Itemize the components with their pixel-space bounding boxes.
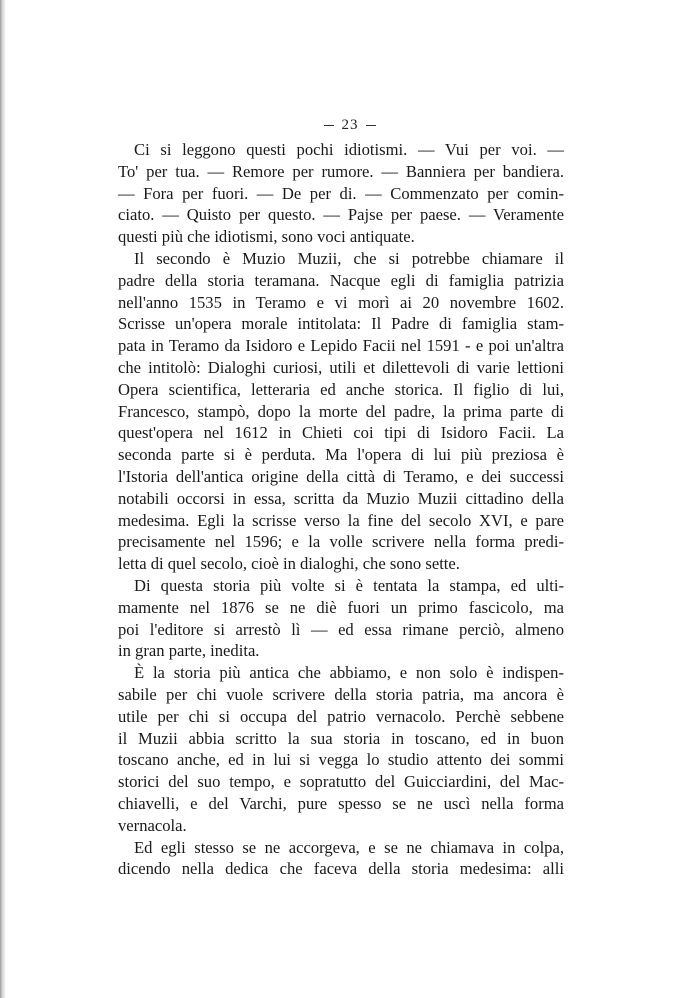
text-line: To' per tua. — Remore per rumore. — Banniera per bandiera.	[118, 161, 564, 181]
text-line: Scrisse un'opera morale intitolata: Il Padre di famiglia stam-	[118, 314, 564, 334]
text-line: letta di quel secolo, cioè in dialoghi, che sono sette.	[118, 554, 460, 574]
text-line: medesima. Egli la scrisse verso la fine del secolo XVI, e pare	[118, 510, 564, 530]
paragraph	[118, 837, 564, 881]
scan-page-edge	[0, 0, 6, 998]
text-line: in gran parte, inedita.	[118, 641, 260, 661]
text-line: l'Istoria dell'antica origine della città di Teramo, e dei successi	[118, 466, 564, 486]
text-line: precisamente nel 1596; e la volle scrivere nella forma predi-	[118, 532, 564, 552]
text-line: toscano anche, ed in lui si vegga lo studio attento dei sommi	[118, 750, 564, 770]
text-line: quest'opera nel 1612 in Chieti coi tipi di Isidoro Facii. La	[118, 423, 564, 443]
text-line: Francesco, stampò, dopo la morte del padre, la prima parte di	[118, 401, 564, 421]
text-line: storici del suo tempo, e sopratutto del Guicciardini, del Mac-	[118, 772, 564, 792]
text-line: Di questa storia più volte si è tentata la stampa, ed ulti-	[134, 575, 564, 595]
text-line: Ci si leggono questi pochi idiotismi. — Vui per voi. —	[134, 140, 564, 159]
paragraph	[118, 575, 564, 662]
page-number-dash-left	[324, 125, 334, 126]
paragraph	[118, 248, 564, 575]
text-line: chiavelli, e del Varchi, pure spesso se ne uscì nella forma	[118, 793, 564, 813]
text-line: utile per chi si occupa del patrio vernacolo. Perchè sebbene	[118, 706, 564, 726]
text-line: È la storia più antica che abbiamo, e non solo è indispen-	[134, 663, 564, 683]
text-line: Il secondo è Muzio Muzii, che si potrebbe chiamare il	[134, 248, 564, 268]
text-line: dicendo nella dedica che faceva della storia medesima: alli	[118, 859, 564, 879]
text-line: vernacola.	[118, 815, 187, 835]
paragraph	[118, 662, 564, 836]
text-line: seconda parte si è perduta. Ma l'opera di lui più preziosa è	[118, 445, 564, 465]
text-line: Opera scientifica, letteraria ed anche storica. Il figlio di lui,	[118, 379, 564, 399]
text-line: il Muzii abbia scritto la sua storia in toscano, ed in buon	[118, 728, 564, 748]
text-line: padre della storia teramana. Nacque egli di famiglia patrizia	[118, 270, 564, 290]
text-line: ciato. — Quisto per questo. — Pajse per paese. — Veramente	[118, 205, 564, 225]
page-number	[0, 117, 700, 134]
text-line: mamente nel 1876 se ne diè fuori un primo fascicolo, ma	[118, 597, 564, 617]
text-line: questi più che idiotismi, sono voci antiquate.	[118, 227, 415, 247]
text-line: pata in Teramo da Isidoro e Lepido Facii nel 1591 - e poi un'altra	[118, 336, 564, 356]
text-line: notabili occorsi in essa, scritta da Muzio Muzii cittadino della	[118, 488, 564, 508]
paragraph	[118, 139, 564, 248]
body-text	[118, 139, 564, 880]
text-line: che intitolò: Dialoghi curiosi, utili et dilettevoli di varie lettioni	[118, 357, 564, 377]
text-line: — Fora per fuori. — De per di. — Commenzato per comin-	[118, 183, 564, 203]
text-line: Ed egli stesso se ne accorgeva, e se ne chiamava in colpa,	[134, 837, 564, 857]
text-line: sabile per chi vuole scrivere della storia patria, ma ancora è	[118, 684, 564, 704]
text-line: poi l'editore si arrestò lì — ed essa rimane perciò, almeno	[118, 619, 564, 639]
page-number-value: 23	[341, 117, 359, 133]
page-number-dash-right	[366, 125, 376, 126]
text-line: nell'anno 1535 in Teramo e vi morì ai 20 novembre 1602.	[118, 292, 564, 312]
